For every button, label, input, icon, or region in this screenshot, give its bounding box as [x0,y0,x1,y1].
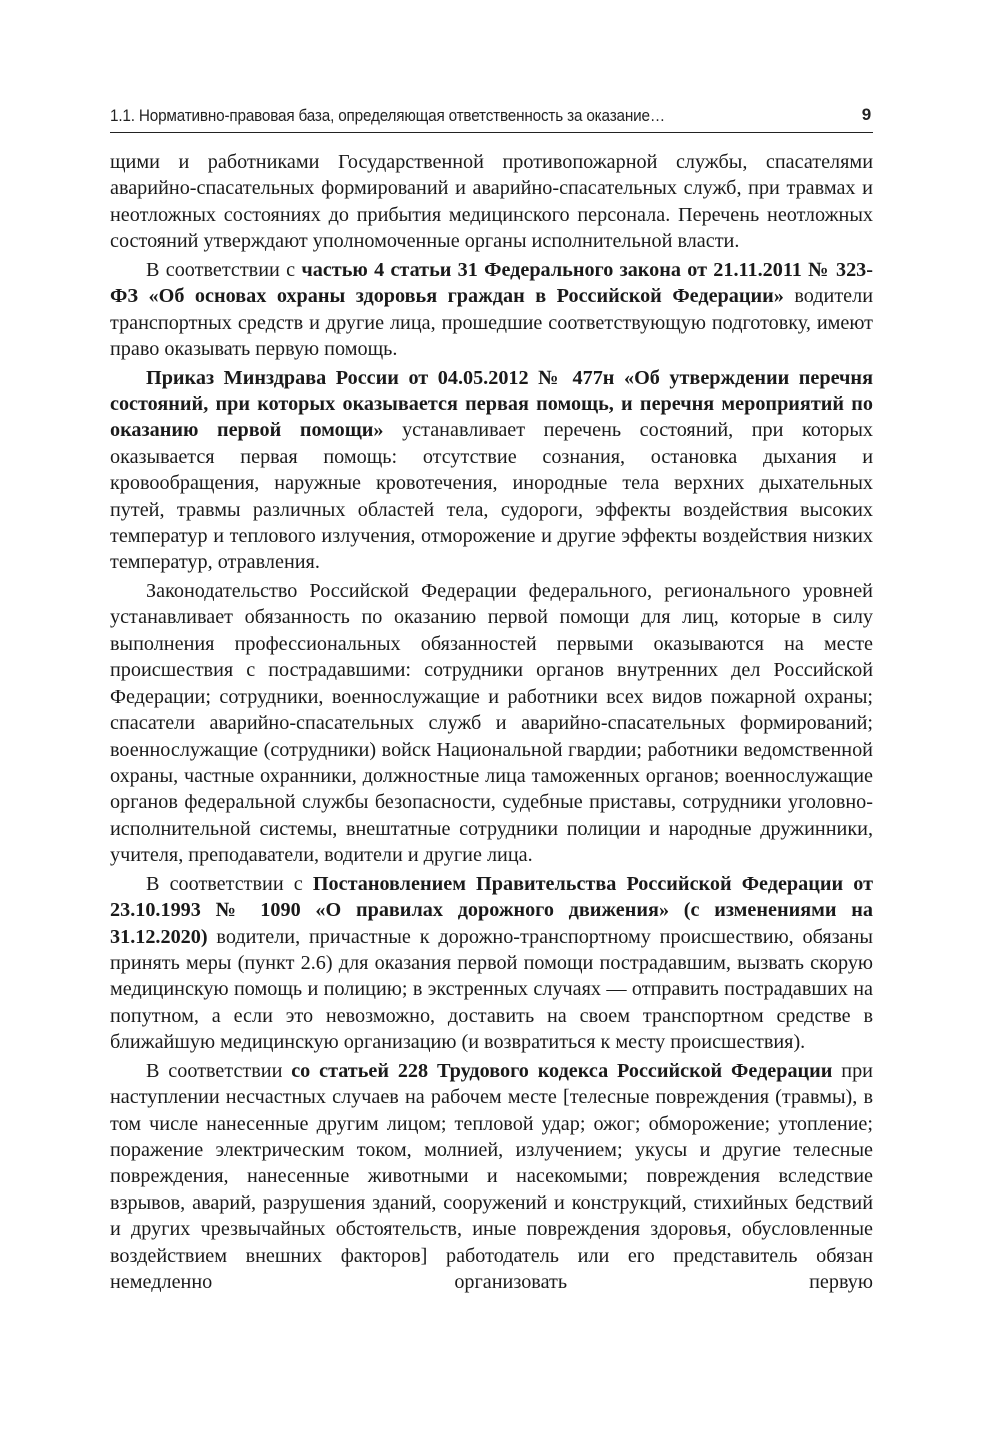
running-title: 1.1. Нормативно-правовая база, определяющая ответственность за оказание… [110,106,665,125]
paragraph-5-lead: В соответствии с [146,872,313,895]
book-page [110,0,873,1455]
paragraph-3-order-citation: Приказ Минздрава России от 04.05.2012 № 477н «Об утверждении перечня состояний, при которых оказывается первая помощь, и перечня мероприятий по оказанию первой помощи» [110,366,873,442]
paragraph-2-text: водители транспортных средств и другие лица, прошедшие соответствующую подготовку, имеют право оказывать первую помощь. [110,285,874,361]
paragraph-5-decree-citation: Постановлением Правительства Российской Федерации от 23.10.1993 № 1090 «О правилах дорожного движения» (с изменениями на 31.12.2020) [110,872,873,948]
paragraph-1-text: щими и работниками Государственной противопожарной службы, спасателями аварийно-спасательных формирований и аварийно-спасательных служб, при травмах и неотложных состояниях до прибытия медицинского персонала. Перечень неотложных состояний утверждают уполномоченные органы исполнительной власти. [110,151,873,253]
paragraph-3-text: устанавливает перечень состояний, при которых оказывается первая помощь: отсутствие сознания, остановка дыхания и кровообращения, наружные кровотечения, инородные тела верхних дыхательных путей, травмы различных областей тела, судороги, эффекты воздействия высоких температур и теплового излучения, отморожение и другие эффекты воздействия низких температур, отравления. [110,419,874,574]
paragraph-6-lead: В соответствии [146,1059,292,1082]
paragraph-4 [110,578,873,868]
running-header [110,106,873,133]
paragraph-5 [110,871,873,1056]
paragraph-6 [110,1058,873,1296]
paragraph-2 [110,257,873,363]
paragraph-3 [110,365,873,576]
paragraph-2-law-citation: частью 4 статьи 31 Федерального закона от 21.11.2011 № 323-ФЗ «Об основах охраны здоровья граждан в Российской Федерации» [110,258,873,308]
paragraph-2-lead: В соответствии с [146,258,302,281]
paragraph-5-text: водители, причастные к дорожно-транспортному происшествию, обязаны принять меры (пункт 2.6) для оказания первой помощи пострадавшим, вызвать скорую медицинскую помощь и полицию; в экстренных случаях — отправить пострадавших на попутном, а если это невозможно, доставить на своем транспортном средстве в ближайшую медицинскую организацию (и возвратиться к месту происшествия). [110,925,873,1054]
paragraph-1 [110,149,873,255]
paragraph-6-text: при наступлении несчастных случаев на рабочем месте [телесные повреждения (травмы), в том числе нанесенные другим лицом; тепловой удар; ожог; обморожение; утопление; поражение электрическим током, молнией, излучением; укусы и другие телесные повреждения, нанесенные животными и насекомыми; повреждения вследствие взрывов, аварий, разрушения зданий, сооружений и конструкций, стихийных бедствий и других чрезвычайных обстоятельств, иные повреждения здоровья, обусловленные воздействием внешних факторов] работодатель или его представитель обязан немедленно организовать первую [110,1059,873,1293]
paragraph-4-text: Законодательство Российской Федерации федерального, регионального уровней устанавливает обязанность по оказанию первой помощи для лиц, которые в силу выполнения профессиональных обязанностей первыми оказываются на месте происшествия с пострадавшими: сотрудники органов внутренних дел Российской Федерации; сотрудники, военнослужащие и работники всех видов пожарной охраны; спасатели аварийно-спасательных служб и аварийно-спасательных формирований; военнослужащие (сотрудники) войск Национальной гвардии; работники ведомственной охраны, частные охранники, должностные лица таможенных органов; военнослужащие органов федеральной службы безопасности, судебные приставы, сотрудники уголовно-исполнительной системы, внештатные сотрудники полиции и народные дружинники, учителя, преподаватели, водители и другие лица. [110,580,873,867]
body-text [110,149,873,1298]
page-number: 9 [861,105,871,124]
paragraph-6-code-citation: со статьей 228 Трудового кодекса Российской Федерации [291,1059,833,1082]
